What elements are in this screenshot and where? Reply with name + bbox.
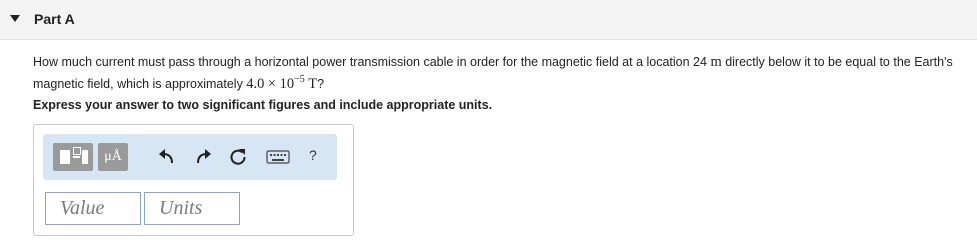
units-icon[interactable]: μÅ [98,143,128,171]
reset-icon[interactable] [228,147,248,167]
times-sign: × [267,76,277,92]
question-text-part: directly below it to be equal to the Earth's magnetic field, which is approximately [33,55,953,91]
collapse-caret-icon[interactable] [10,15,20,22]
part-title: Part A [34,11,75,27]
field-unit: T [308,76,318,92]
undo-icon[interactable] [157,147,177,167]
distance-unit: m [710,54,722,70]
field-exponent: −5 [294,74,305,85]
units-input[interactable] [144,192,240,225]
field-base: 10 [279,76,295,92]
field-mantissa: 4.0 [246,76,265,92]
redo-icon[interactable] [193,147,213,167]
math-toolbar [43,134,337,180]
value-input[interactable] [45,192,141,225]
question-text-part: How much current must pass through a horizontal power transmission cable in order for the magnetic field at a location 24 [33,55,711,69]
keyboard-icon[interactable] [266,149,290,165]
answer-box [33,124,354,236]
answer-instruction: Express your answer to two significant figures and include appropriate units. [33,98,493,112]
question-text-part: ? [317,77,325,91]
help-icon[interactable]: ? [309,147,317,163]
question-text [33,53,963,93]
part-header[interactable] [0,0,977,40]
templates-icon[interactable] [53,143,93,171]
